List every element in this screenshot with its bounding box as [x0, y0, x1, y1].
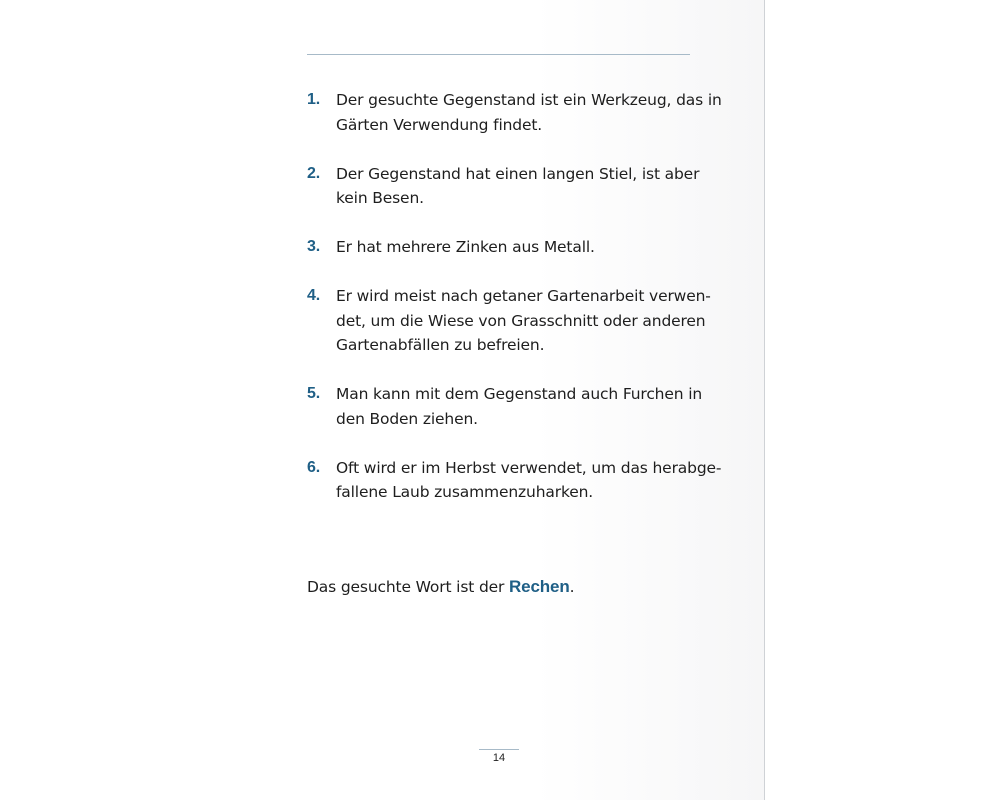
- answer-sentence: [307, 575, 574, 599]
- clue-item: [307, 284, 711, 358]
- answer-suffix: .: [569, 578, 575, 596]
- clue-item: [307, 235, 697, 260]
- clue-number: 5.: [307, 385, 321, 402]
- clue-text-line: Oft wird er im Herbst verwendet, um das herabge-: [336, 458, 722, 477]
- clue-item: [307, 162, 700, 211]
- clue-number: 3.: [307, 238, 321, 255]
- clue-text-line: Er wird meist nach getaner Gartenarbeit verwen-: [336, 287, 711, 305]
- clue-list: [307, 88, 722, 529]
- answer-prefix: Das gesuchte Wort ist der: [307, 578, 510, 596]
- top-divider: [307, 54, 690, 55]
- clue-text-line: Gärten Verwendung findet.: [336, 115, 543, 134]
- clue-text-line: det, um die Wiese von Grasschnitt oder anderen: [336, 311, 706, 330]
- clue-text-line: Er hat mehrere Zinken aus Metall.: [336, 238, 595, 256]
- clue-text-line: Gartenabfällen zu befreien.: [336, 336, 545, 354]
- clue-item: [307, 88, 722, 137]
- clue-text-line: fallene Laub zusammenzuharken.: [336, 483, 594, 501]
- clue-text-line: den Boden ziehen.: [336, 409, 478, 428]
- clue-number: 1.: [307, 91, 321, 108]
- clue-text-line: Man kann mit dem Gegenstand auch Furchen in: [336, 385, 703, 403]
- clue-number: 6.: [307, 458, 321, 476]
- clue-text-line: kein Besen.: [336, 189, 424, 207]
- clue-number: 4.: [307, 287, 321, 304]
- page-number: 14: [492, 752, 506, 764]
- clue-text-line: Der Gegenstand hat einen langen Stiel, ist aber: [336, 164, 700, 183]
- clue-text-line: Der gesuchte Gegenstand ist ein Werkzeug, das in: [336, 91, 722, 109]
- clue-item: [307, 382, 703, 431]
- clue-item: [307, 456, 722, 505]
- clue-number: 2.: [307, 164, 321, 182]
- answer-word: Rechen: [509, 577, 570, 596]
- folio-divider: [479, 749, 519, 750]
